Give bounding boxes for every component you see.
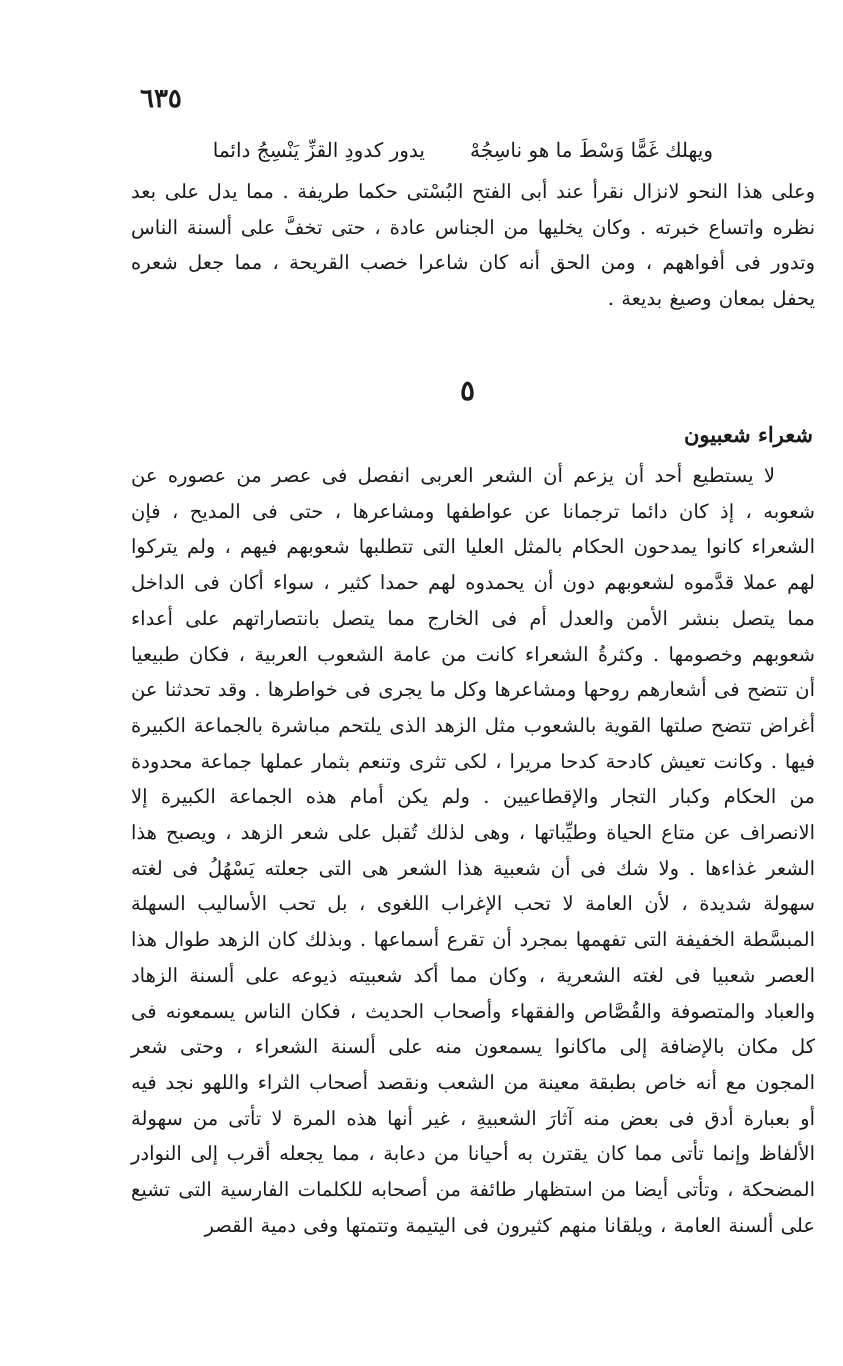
top-paragraph-block bbox=[131, 174, 815, 317]
section-title: شعراء شعبيون bbox=[683, 422, 813, 447]
top-paragraph: وعلى هذا النحو لانزال نقرأ عند أبى الفتح البُسْتى حكما طريفة . مما يدل على بعد نظره واتساع خبرته . وكان يخليها من الجناس عادة ، حتى تخفَّ على ألسنة الناس وتدور فى أفواههم ، ومن الحق أنه كان شاعرا خصب القريحة ، مما جعل شعره يحفل بمعان وصيغ بديعة . bbox=[131, 180, 815, 311]
section-paragraph: لا يستطيع أحد أن يزعم أن الشعر العربى انفصل فى عصر من عصوره عن شعوبه ، إذ كان دائما ترجمانا عن عواطفها ومشاعرها ، حتى فى المديح ، فإن الشعراء كانوا يمدحون الحكام بالمثل العليا التى تتطلبها شعوبهم فيهم ، ولم يتركوا لهم عملا قدَّموه لشعوبهم دون أن يحمدوه لهم حمدا كثير ، سواء أكان فى الداخل مما يتصل بنشر الأمن والعدل أم فى الخارج مما يتصل بانتصاراتهم على أعداء شعوبهم وخصومها . وكثرةُ الشعراء كانت من عامة الشعوب العربية ، فكان طبيعيا أن تتضح فى أشعارهم روحها ومشاعرها وكل ما يجرى فى خواطرها . وقد تحدثنا عن أغراض تتضح صلتها القوية بالشعوب مثل الزهد الذى يلتحم مباشرة بالجماعة الكبيرة فيها . وكانت تعيش كادحة كدحا مريرا ، لكى تثرى وتنعم بثمار عملها جماعة محدودة من الحكام وكبار التجار والإقطاعيين . ولم يكن أمام هذه الجماعة الكبيرة إلا الانصراف عن متاع الحياة وطيِّباتها ، وهى لذلك تُقبل على شعر الزهد ، ويصبح هذا الشعر غذاءها . ولا شك فى أن شعبية هذا الشعر هى التى جعلته يَسْهُلُ فى لغته سهولة شديدة ، لأن العامة لا تحب الإغراب اللغوى ، بل تحب الأساليب السهلة المبسَّطة الخفيفة التى تفهمها بمجرد أن تقرع أسماعها . وبذلك كان الزهد طوال هذا العصر شعبيا فى لغته الشعرية ، وكان مما أكد شعبيته ذيوعه على ألسنة الزهاد والعباد والمتصوفة والقُصَّاص والفقهاء وأصحاب الحديث ، فكان الناس يسمعونه فى كل مكان بالإضافة إلى ماكانوا يسمعون منه على ألسنة الشعراء ، وحتى شعر المجون مع أنه خاص بطبقة معينة من الشعب ونقصد أصحاب الثراء واللهو نجد فيه أو بعبارة أدق فى بعض منه آثارَ الشعبيةِ ، غير أنها هذه المرة لا تأتى من سهولة الألفاظ وإنما تأتى مما كان يقترن به أحيانا من دعابة ، مما يجعله أقرب إلى النوادر المضحكة ، وتأتى أيضا من استظهار طائفة من أصحابه للكلمات الفارسية التى تشيع على ألسنة العامة ، ويلقانا منهم كثيرون فى اليتيمة وتتمتها وفى دمية القصر bbox=[131, 464, 815, 1237]
page-number: ٦٣٥ bbox=[140, 84, 182, 114]
section-paragraph-block bbox=[131, 458, 815, 1243]
verse-first-hemistich: يدور كدودِ القزِّ يَنْسِجُ دائما bbox=[212, 138, 425, 162]
section-number: ٥ bbox=[460, 374, 476, 407]
verse-second-hemistich: ويهلك غَمًّا وَسْطَ ما هو ناسِجُهْ bbox=[470, 138, 713, 162]
